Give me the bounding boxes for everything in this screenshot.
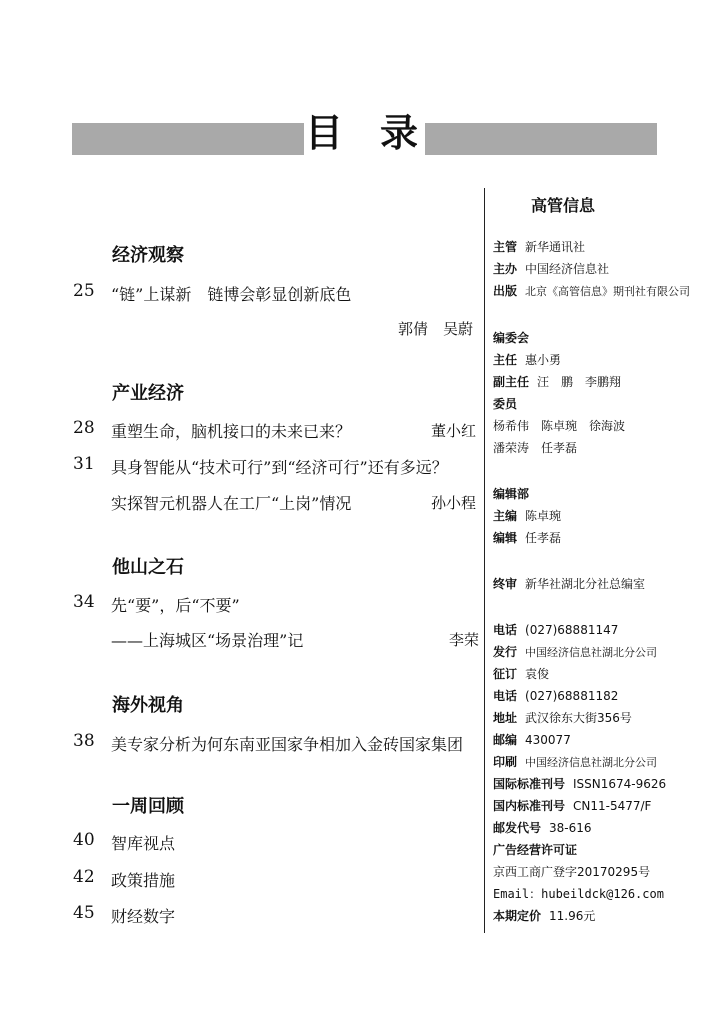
info-value: ISSN1674-9626	[573, 777, 667, 791]
phone-value: (027)68881182	[525, 689, 619, 703]
email-link[interactable]: Email：hubeildck@126.com	[493, 887, 664, 901]
article-title[interactable]: 重塑生命，脑机接口的未来已来？	[111, 422, 352, 441]
info-heading: 广告经营许可证	[493, 843, 578, 857]
info-key: 出版	[493, 284, 518, 298]
info-heading: 委员	[493, 397, 518, 411]
info-key: 印刷	[493, 755, 518, 769]
info-value: 京西工商广登字20170295号	[493, 865, 651, 879]
info-row	[493, 509, 561, 523]
info-row	[493, 331, 529, 345]
info-row	[493, 419, 625, 433]
info-row	[493, 397, 517, 411]
info-value: 新华社湖北分社总编室	[525, 577, 646, 591]
info-value: 陈卓琬	[525, 509, 562, 523]
article-page: 38	[73, 731, 95, 751]
info-heading: 编辑部	[493, 487, 530, 501]
article-title[interactable]: 美专家分析为何东南亚国家争相加入金砖国家集团	[111, 735, 464, 754]
info-value: 中国经济信息社湖北分公司	[525, 756, 658, 769]
info-row	[493, 645, 657, 659]
address-value: 武汉徐东大街356号	[525, 711, 632, 725]
info-key: 电话	[493, 689, 518, 703]
info-key: 编辑	[493, 531, 518, 545]
section-title: 产业经济	[112, 383, 184, 404]
article-subtitle: ——上海城区“场景治理”记	[111, 631, 304, 650]
info-value: CN11-5477/F	[573, 799, 652, 813]
article-author: 孙小程	[431, 494, 477, 512]
info-row	[493, 821, 592, 835]
article-title[interactable]: 智库视点	[111, 834, 176, 853]
info-value: 38-616	[549, 821, 592, 835]
info-key: 国际标准刊号	[493, 777, 566, 791]
article-title[interactable]: 政策措施	[111, 871, 176, 890]
info-value: 袁俊	[525, 667, 550, 681]
info-key: 主管	[493, 240, 518, 254]
info-row	[493, 240, 585, 254]
info-row	[493, 799, 651, 813]
masthead-title: 高管信息	[531, 196, 596, 215]
info-key: 发行	[493, 645, 518, 659]
article-title[interactable]: 先“要”，后“不要”	[111, 596, 240, 615]
section-title: 海外视角	[112, 695, 184, 716]
info-key: 终审	[493, 577, 518, 591]
page-title-char-2: 录	[380, 111, 419, 155]
info-row	[493, 353, 561, 367]
info-row	[493, 711, 632, 725]
info-row	[493, 284, 690, 298]
info-value: 中国经济信息社	[525, 262, 610, 276]
info-row	[493, 441, 577, 455]
article-author: 董小红	[431, 422, 477, 440]
article-page: 28	[73, 418, 95, 438]
info-key: 国内标准刊号	[493, 799, 566, 813]
article-page: 42	[73, 867, 95, 887]
info-value: 430077	[525, 733, 571, 747]
info-row	[493, 487, 529, 501]
info-key: 主编	[493, 509, 518, 523]
page-title-char-1: 目	[305, 111, 344, 155]
info-value: 北京《高管信息》期刊社有限公司	[525, 285, 691, 298]
info-row	[493, 375, 621, 389]
info-value: 任孝磊	[525, 531, 562, 545]
phone-value: (027)68881147	[525, 623, 619, 637]
info-row	[493, 887, 664, 901]
info-heading: 编委会	[493, 331, 530, 345]
info-row	[493, 689, 618, 703]
price-value: 11.96元	[549, 909, 596, 923]
article-author: 李荣	[449, 631, 480, 649]
info-row	[493, 623, 618, 637]
info-value: 潘荣涛 任孝磊	[493, 441, 578, 455]
info-value: 新华通讯社	[525, 240, 586, 254]
article-page: 25	[73, 281, 95, 301]
section-title: 一周回顾	[112, 796, 184, 817]
column-divider	[484, 188, 485, 933]
info-key: 副主任	[493, 375, 530, 389]
info-key: 主办	[493, 262, 518, 276]
info-value: 杨希伟 陈卓琬 徐海波	[493, 419, 626, 433]
article-author: 郭倩 吴蔚	[398, 320, 474, 338]
title-band-left	[72, 123, 304, 155]
info-row	[493, 777, 666, 791]
info-key: 征订	[493, 667, 518, 681]
info-key: 主任	[493, 353, 518, 367]
info-key: 邮编	[493, 733, 518, 747]
article-title[interactable]: 财经数字	[111, 907, 176, 926]
info-row	[493, 909, 595, 923]
info-row	[493, 733, 571, 747]
article-title[interactable]: “链”上谋新 链博会彰显创新底色	[111, 285, 352, 304]
info-key: 电话	[493, 623, 518, 637]
article-page: 31	[73, 454, 95, 474]
info-row	[493, 755, 657, 769]
info-value: 汪 鹏 李鹏翔	[537, 375, 622, 389]
info-row	[493, 577, 645, 591]
title-band-right	[425, 123, 657, 155]
article-title[interactable]: 具身智能从“技术可行”到“经济可行”还有多远？	[111, 458, 448, 477]
info-key: 邮发代号	[493, 821, 542, 835]
section-title: 经济观察	[112, 245, 184, 266]
article-page: 34	[73, 592, 95, 612]
info-row	[493, 843, 577, 857]
article-page: 40	[73, 830, 95, 850]
section-title: 他山之石	[112, 557, 184, 578]
info-row	[493, 667, 549, 681]
info-row	[493, 865, 650, 879]
info-key: 地址	[493, 711, 518, 725]
article-subtitle: 实探智元机器人在工厂“上岗”情况	[111, 494, 352, 513]
info-row	[493, 531, 561, 545]
info-value: 惠小勇	[525, 353, 562, 367]
info-row	[493, 262, 609, 276]
info-key: 本期定价	[493, 909, 542, 923]
info-value: 中国经济信息社湖北分公司	[525, 646, 658, 659]
article-page: 45	[73, 903, 95, 923]
